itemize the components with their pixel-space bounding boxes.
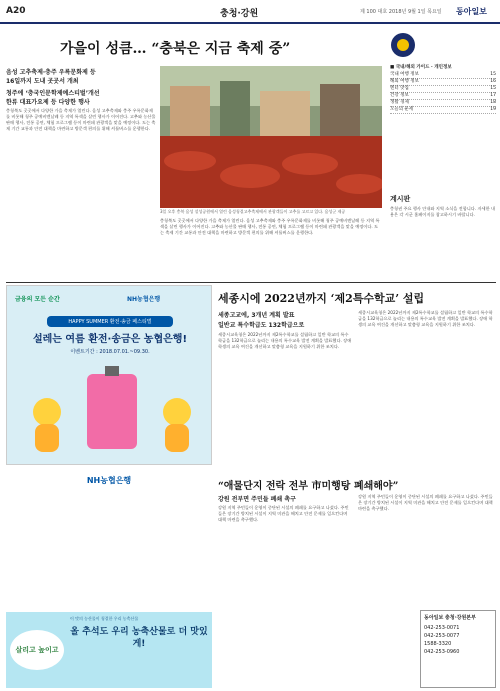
mid-subhead: 일반교 특수학급도 132학급으로	[218, 322, 305, 329]
toc-label: 건강 정보	[390, 93, 409, 98]
toc-label: 국내 여행 정보	[390, 72, 419, 77]
ad-badge: 살리고 높이고	[10, 630, 64, 670]
toc-label: 해외 여행 정보	[390, 79, 419, 84]
toc-page: 19	[490, 107, 496, 112]
page-header	[0, 0, 500, 24]
page-number: A20	[6, 6, 26, 16]
contact-row: 042-253-0071	[424, 625, 460, 631]
contact-row: 042-253-0077	[424, 633, 460, 639]
subhead: 음성 고추축제·충주 우륵문화제 등	[6, 69, 96, 76]
ad-brand: NH농협은행	[127, 296, 161, 303]
ad-nh-bank[interactable]	[6, 285, 212, 465]
contact-row: 1588-3320	[424, 641, 452, 647]
mascot-icon	[27, 396, 67, 456]
ad-bottom-headline: 올 추석도 우리 농축산물로 더 맛있게!	[70, 627, 208, 649]
ad-footer-brand: NH농협은행	[86, 475, 132, 485]
subhead: 청주에 ‘충국인문학제예스티벌’개선	[6, 90, 100, 97]
divider	[6, 282, 496, 283]
mascot-icon	[157, 396, 197, 456]
section-title: 충청·강원	[220, 9, 259, 19]
top-subheads	[6, 68, 156, 107]
lower-body: 강원 지역 주민들이 운영이 중단된 시설의 폐쇄를 요구하고 나섰다. 주민들은 장기간 방치된 시설이 지역 미관을 해치고 안전 문제를 일으킨다며 대책 마련을 촉구했다.	[218, 505, 349, 522]
ad-chuseok[interactable]	[6, 612, 212, 688]
toc-row[interactable]	[390, 100, 496, 107]
toc-row[interactable]	[390, 86, 496, 93]
lower-body-continued: 강원 지역 주민들이 운영이 중단된 시설의 폐쇄를 요구하고 나섰다. 주민들은 장기간 방치된 시설이 지역 미관을 해치고 안전 문제를 일으킨다며 대책 마련을 촉구했다.	[358, 494, 493, 511]
suitcase-icon	[77, 364, 147, 456]
toc-label: 엔터 맛집	[390, 86, 409, 91]
mid-headline: 세종시에 2022년까지 ‘제2특수학교’ 설립	[218, 292, 425, 305]
sidebar-logo-row	[390, 28, 496, 62]
mid-body-continued: 세종시교육청은 2022년까지 제2특수학교를 설립하고 일반 학교의 특수학급을 132학급으로 늘리는 내용의 특수교육 발전 계획을 발표했다. 장애 학생의 교육 여건을 개선하고 맞춤형 교육을 지원하기 위한 조치다.	[358, 310, 493, 327]
toc-page: 16	[490, 79, 496, 84]
festival-photo	[160, 66, 382, 208]
issue-date: 제 100 대호 2018년 9월 1일 목요일	[360, 9, 442, 15]
toc-page: 15	[490, 86, 496, 91]
lower-headline: “애물단지 전락 전부 市미행탕 폐쇄해야”	[218, 481, 399, 492]
sidebar	[390, 28, 496, 236]
toc-row[interactable]	[390, 72, 496, 79]
newspaper-logo: 동아일보	[456, 7, 487, 16]
notice-body: 충청권 주요 행사 안내와 지역 소식을 전합니다. 자세한 내용은 각 시군 홈페이지를 참고하시기 바랍니다.	[390, 206, 496, 217]
top-article-continued: 충청북도 곳곳에서 다양한 가을 축제가 열린다. 음성 고추축제와 충주 우륵문화제를 비롯해 청주 공예비엔날레 등 지역 특색을 살린 행사가 이어진다. 고추와 농산물 판매 행사, 전통 공연, 체험 프로그램 등이 마련돼 관광객을 맞을 예정이다. 도는 축제 기간 교통과 안전 대책을 마련하고 방문객 편의를 위해 셔틀버스를 운행한다.	[160, 218, 380, 235]
toc-label: 오늘의 운세	[390, 107, 414, 112]
toc-title: ■ 국내/해외 가이드 · 개인정보	[390, 65, 452, 70]
photo-image	[160, 66, 382, 208]
lower-subhead: 강원 전부면 주민들 폐쇄 촉구	[218, 496, 296, 503]
contact-row: 042-253-0960	[424, 649, 460, 655]
ad-tagline: HAPPY SUMMER 환전·송금 페스티벌	[47, 316, 173, 327]
mid-subhead: 세종고교에, 3개년 계획 발표	[218, 312, 295, 319]
toc-row[interactable]	[390, 79, 496, 86]
toc-page: 17	[490, 93, 496, 98]
ad-slogan: 금융의 모든 순간	[15, 296, 60, 303]
top-headline: 가을이 성큼… “충북은 지금 축제 중”	[60, 41, 291, 57]
logo-icon	[390, 32, 416, 58]
photo-caption: 3일 오후 충북 음성 설성공원에서 열린 음성청결고추축제에서 관광객들이 고추를 고르고 있다. 음성군 제공	[160, 209, 346, 214]
contact-box	[420, 610, 496, 688]
contact-title: 동아일보 충청·강원본부	[424, 615, 476, 621]
top-article-body: 충청북도 곳곳에서 다양한 가을 축제가 열린다. 음성 고추축제와 충주 우륵문화제를 비롯해 청주 공예비엔날레 등 지역 특색을 살린 행사가 이어진다. 고추와 농산물 판매 행사, 전통 공연, 체험 프로그램 등이 마련돼 관광객을 맞을 예정이다. 도는 축제 기간 교통과 안전 대책을 마련하고 방문객 편의를 위해 셔틀버스를 운행한다.	[6, 108, 156, 131]
notice-title: 계시판	[390, 195, 411, 203]
toc-page: 15	[490, 72, 496, 77]
toc-row[interactable]	[390, 107, 496, 114]
toc-page: 18	[490, 100, 496, 105]
toc-label: 생활 경제	[390, 100, 409, 105]
ad-footer	[6, 470, 212, 490]
ad-small: 이 맛의 농산물이 청결한 우리 농축산물	[70, 616, 139, 621]
subhead: 한류 대표가요제 등 다양한 행사	[6, 99, 90, 106]
ad-headline: 설레는 여름 환전·송금은 농협은행!	[32, 334, 188, 345]
mid-body: 세종시교육청은 2022년까지 제2특수학교를 설립하고 일반 학교의 특수학급을 132학급으로 늘리는 내용의 특수교육 발전 계획을 발표했다. 장애 학생의 교육 여건을 개선하고 맞춤형 교육을 지원하기 위한 조치다.	[218, 332, 352, 349]
toc-row[interactable]	[390, 93, 496, 100]
subhead: 16일까지 도내 곳곳서 개최	[6, 78, 79, 85]
ad-period: 이벤트기간 : 2018.07.01.~09.30.	[70, 349, 150, 355]
